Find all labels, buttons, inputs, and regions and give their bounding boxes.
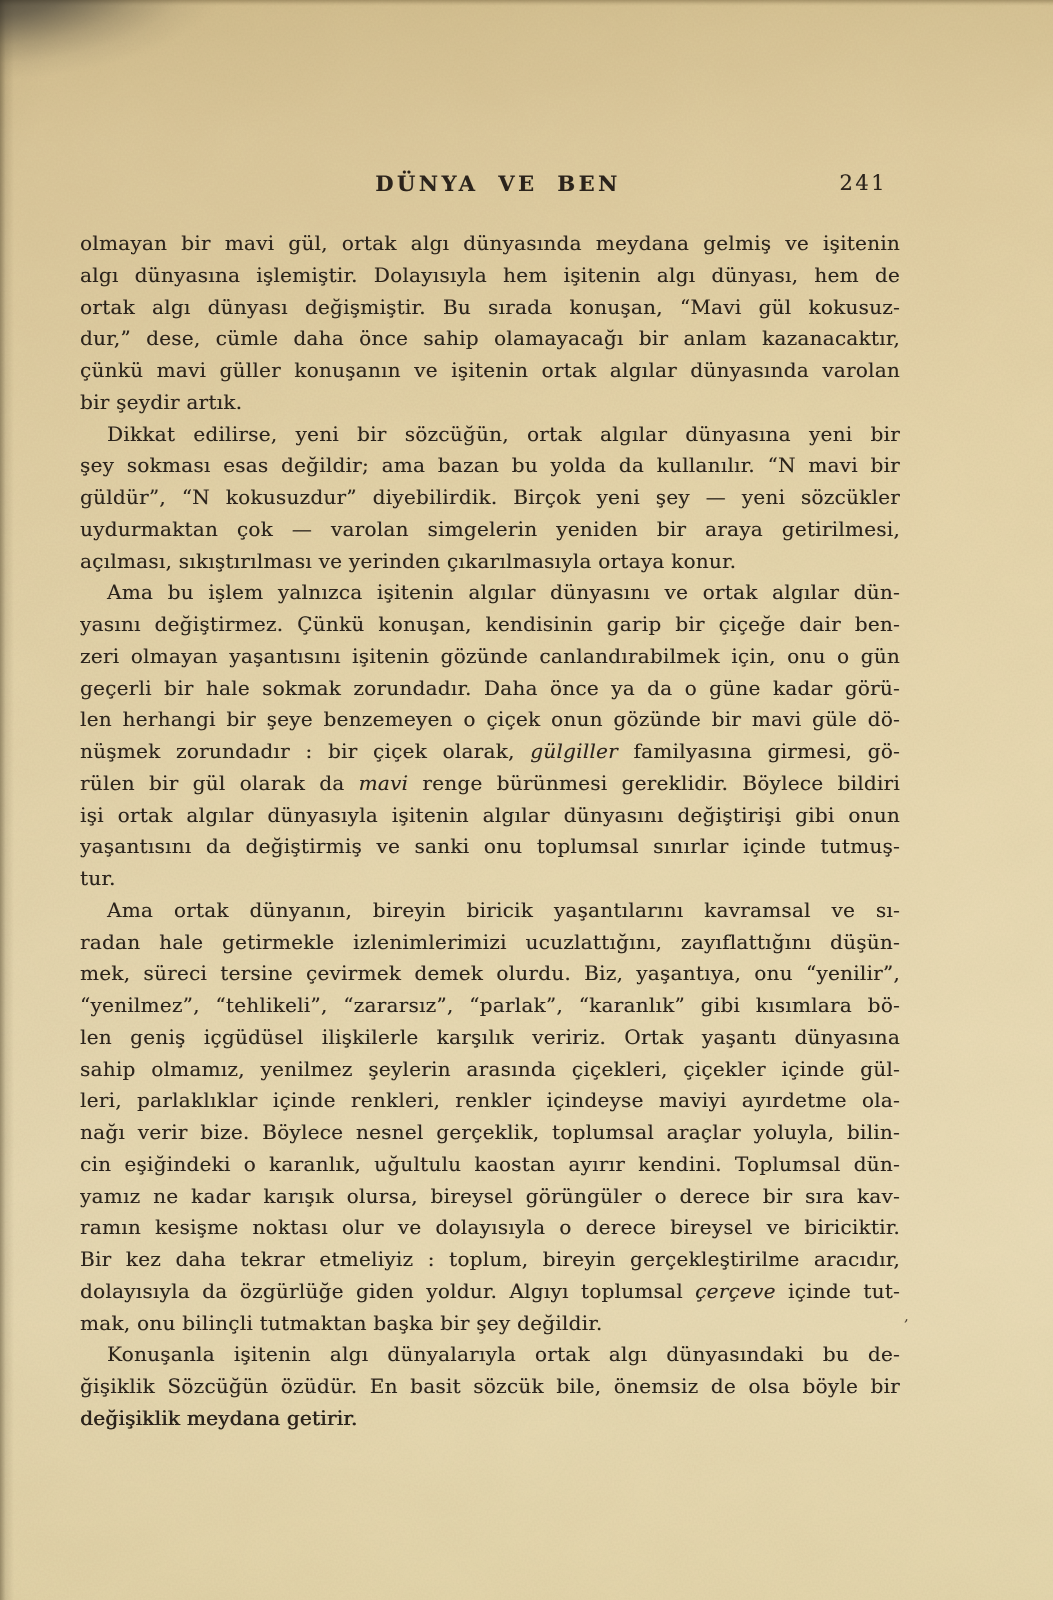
- text-line: ramın kesişme noktası olur ve dolayısıyla o derece bireysel ve biriciktir.: [80, 1215, 900, 1240]
- paragraph: [80, 895, 900, 1340]
- scan-left-edge-shadow: [0, 0, 14, 1600]
- text-line: algı dünyasına işlemiştir. Dolayısıyla hem işitenin algı dünyası, hem de: [80, 262, 900, 287]
- text-line: Ama bu işlem yalnızca işitenin algılar dünyasını ve ortak algılar dün-: [107, 580, 900, 605]
- page-header: [80, 171, 900, 199]
- page-body: [80, 228, 900, 1435]
- paragraph: [80, 577, 900, 895]
- text-line: Bir kez daha tekrar etmeliyiz : toplum, bireyin gerçekleştirilme aracıdır,: [80, 1247, 900, 1271]
- text-line: rülen bir gül olarak da mavi renge bürünmesi gereklidir. Böylece bildiri: [80, 770, 900, 795]
- text-line: zeri olmayan yaşantısını işitenin gözünde canlandırabilmek için, onu o gün: [80, 643, 900, 668]
- text-line: şey sokması esas değildir; ama bazan bu yolda da kullanılır. “N mavi bir: [80, 453, 900, 478]
- text-line: nüşmek zorundadır : bir çiçek olarak, gülgiller familyasına girmesi, gö-: [80, 739, 900, 763]
- running-title: DÜNYA VE BEN: [375, 171, 621, 196]
- text-line: uydurmaktan çok — varolan simgelerin yeniden bir araya getirilmesi,: [80, 516, 900, 541]
- text-line: dolayısıyla da özgürlüğe giden yoldur. Algıyı toplumsal çerçeve içinde tut-: [80, 1278, 900, 1303]
- text-line: Konuşanla işitenin algı dünyalarıyla ortak algı dünyasındaki bu de-: [107, 1342, 900, 1367]
- text-line: Dikkat edilirse, yeni bir sözcüğün, ortak algılar dünyasına yeni bir: [107, 421, 900, 446]
- text-line: çünkü mavi güller konuşanın ve işitenin ortak algılar dünyasında varolan: [80, 358, 900, 382]
- text-line: len herhangi bir şeye benzemeyen o çiçek onun gözünde bir mavi güle dö-: [80, 707, 900, 732]
- text-line: bir şeydir artık.: [80, 389, 243, 414]
- text-line: “yenilmez”, “tehlikeli”, “zararsız”, “parlak”, “karanlık” gibi kısımlara bö-: [80, 993, 900, 1017]
- text-line: açılması, sıkıştırılması ve yerinden çıkarılmasıyla ortaya konur.: [80, 548, 737, 573]
- text-line: dur,” dese, cümle daha önce sahip olamayacağı bir anlam kazanacaktır,: [80, 326, 900, 351]
- paragraph: [80, 228, 900, 419]
- paragraph: [80, 1339, 900, 1434]
- text-line: mek, süreci tersine çevirmek demek olurdu. Biz, yaşantıya, onu “yenilir”,: [80, 961, 900, 986]
- page-number: 241: [839, 171, 887, 195]
- text-line: mak, onu bilinçli tutmaktan başka bir şey değildir.: [80, 1310, 603, 1335]
- scan-speck: ’: [901, 1315, 910, 1335]
- text-line: olmayan bir mavi gül, ortak algı dünyasında meydana gelmiş ve işitenin: [80, 231, 900, 255]
- text-line: yamız ne kadar karışık olursa, bireysel görüngüler o derece bir sıra kav-: [80, 1183, 900, 1208]
- text-line: işi ortak algılar dünyasıyla işitenin algılar dünyasını değiştirişi gibi onun: [80, 802, 900, 827]
- text-line: nağı verir bize. Böylece nesnel gerçeklik, toplumsal araçlar yoluyla, bilin-: [80, 1120, 900, 1144]
- text-line: ortak algı dünyası değişmiştir. Bu sırada konuşan, “Mavi gül kokusuz-: [80, 294, 900, 319]
- text-line: len geniş içgüdüsel ilişkilerle karşılık veririz. Ortak yaşantı dünyasına: [80, 1024, 900, 1049]
- text-line: tur.: [80, 866, 116, 890]
- text-line: güldür”, “N kokusuzdur” diyebilirdik. Birçok yeni şey — yeni sözcükler: [80, 485, 900, 509]
- text-line: radan hale getirmekle izlenimlerimizi ucuzlattığını, zayıflattığını düşün-: [80, 929, 900, 954]
- text-line: ğişiklik Sözcüğün özüdür. En basit sözcük bile, önemsiz de olsa böyle bir: [80, 1374, 900, 1398]
- text-line: geçerli bir hale sokmak zorundadır. Daha önce ya da o güne kadar görü-: [80, 675, 900, 700]
- text-line: Ama ortak dünyanın, bireyin biricik yaşantılarını kavramsal ve sı-: [107, 897, 900, 922]
- scan-corner-shadow: [0, 0, 340, 160]
- text-line: yasını değiştirmez. Çünkü konuşan, kendisinin garip bir çiçeğe dair ben-: [80, 612, 900, 636]
- text-line: değişiklik meydana getirir.: [80, 1405, 358, 1430]
- text-line: leri, parlaklıklar içinde renkleri, renkler içindeyse maviyi ayırdetme ola-: [80, 1088, 900, 1113]
- text-line: sahip olmamız, yenilmez şeylerin arasında çiçekleri, çiçekler içinde gül-: [80, 1056, 900, 1081]
- paragraph: [80, 419, 900, 578]
- text-line: yaşantısını da değiştirmiş ve sanki onu toplumsal sınırlar içinde tutmuş-: [80, 834, 900, 859]
- text-line: cin eşiğindeki o karanlık, uğultulu kaostan ayırır kendini. Toplumsal dün-: [80, 1151, 900, 1176]
